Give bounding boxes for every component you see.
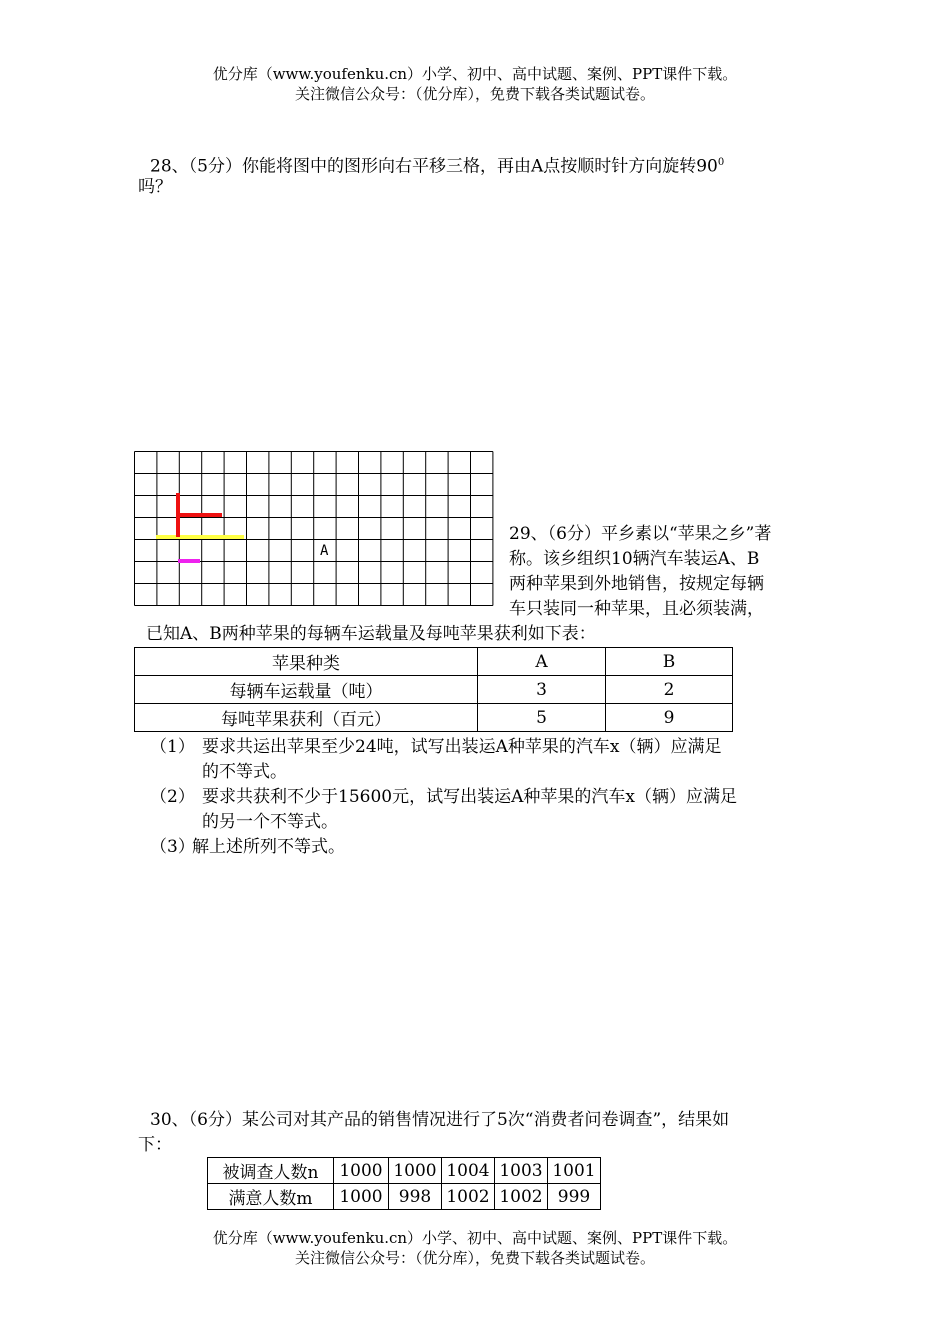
table-cell: 5 — [478, 704, 606, 732]
table-cell: 1000 — [334, 1184, 389, 1210]
q29-intro-line-1: 29、（6分）平乡素以“苹果之乡”著 — [509, 524, 772, 544]
q29-intro-line-4: 车只装同一种苹果，且必须装满， — [509, 599, 764, 619]
table-row — [135, 704, 733, 732]
table-cell: 被调查人数n — [208, 1158, 334, 1184]
table-cell: 满意人数m — [208, 1184, 334, 1210]
q28-text-main: 28、（5分）你能将图中的图形向右平移三格，再由A点按顺时针方向旋转90 — [150, 156, 718, 177]
part-2-line-1: 要求共获利不少于15600元，试写出装运A种苹果的汽车x（辆）应满足 — [202, 787, 737, 807]
apple-table — [134, 647, 733, 732]
table-cell: 9 — [606, 704, 733, 732]
table-cell: 苹果种类 — [135, 648, 478, 676]
q29-intro-line-3: 两种苹果到外地销售，按规定每辆 — [509, 574, 764, 594]
q30-line-2: 下： — [138, 1135, 172, 1155]
part-1-line-1: 要求共运出苹果至少24吨，试写出装运A种苹果的汽车x（辆）应满足 — [202, 737, 722, 757]
q28-text-2: 吗？ — [138, 177, 172, 197]
part-1-line-2: 的不等式。 — [202, 762, 287, 782]
table-cell: A — [478, 648, 606, 676]
part-3-number: （3） — [150, 837, 195, 857]
table-cell: 1003 — [495, 1158, 548, 1184]
table-cell: 1002 — [495, 1184, 548, 1210]
table-header-row — [135, 648, 733, 676]
header-line-1: 优分库（www.youfenku.cn）小学、初中、高中试题、案例、PPT课件下载。 — [212, 65, 738, 83]
degree-superscript: 0 — [717, 157, 725, 168]
table-cell: 999 — [548, 1184, 601, 1210]
table-cell: 每吨苹果获利（百元） — [135, 704, 478, 732]
table-cell: 每辆车运载量（吨） — [135, 676, 478, 704]
table-row — [208, 1184, 601, 1210]
point-a-label: A — [320, 543, 329, 559]
part-2-line-2: 的另一个不等式。 — [202, 812, 338, 832]
q28-text — [150, 150, 830, 180]
q30-line-1: 30、（6分）某公司对其产品的销售情况进行了5次“消费者问卷调查”，结果如 — [150, 1110, 730, 1130]
table-cell: 1004 — [442, 1158, 495, 1184]
table-cell: B — [606, 648, 733, 676]
table-cell: 998 — [389, 1184, 442, 1210]
grid-lines — [135, 452, 493, 606]
table-cell: 1000 — [389, 1158, 442, 1184]
table-cell: 3 — [478, 676, 606, 704]
table-cell: 1001 — [548, 1158, 601, 1184]
table-cell: 2 — [606, 676, 733, 704]
part-1-number: （1） — [150, 737, 195, 757]
footer-line-1: 优分库（www.youfenku.cn）小学、初中、高中试题、案例、PPT课件下载。 — [212, 1229, 738, 1247]
part-3-line-1: 解上述所列不等式。 — [192, 837, 345, 857]
table-cell: 1002 — [442, 1184, 495, 1210]
survey-table — [207, 1157, 601, 1210]
table-row — [208, 1158, 601, 1184]
header-line-2: 关注微信公众号：（优分库），免费下载各类试题试卷。 — [294, 85, 655, 103]
table-cell: 1000 — [334, 1158, 389, 1184]
q29-intro-last: 已知A、B两种苹果的每辆车运载量及每吨苹果获利如下表： — [146, 624, 596, 644]
table-row — [135, 676, 733, 704]
grid-figure — [134, 451, 496, 607]
part-2-number: （2） — [150, 787, 195, 807]
footer-line-2: 关注微信公众号：（优分库），免费下载各类试题试卷。 — [294, 1249, 655, 1267]
q29-intro-line-2: 称。该乡组织10辆汽车装运A、B — [509, 549, 760, 569]
